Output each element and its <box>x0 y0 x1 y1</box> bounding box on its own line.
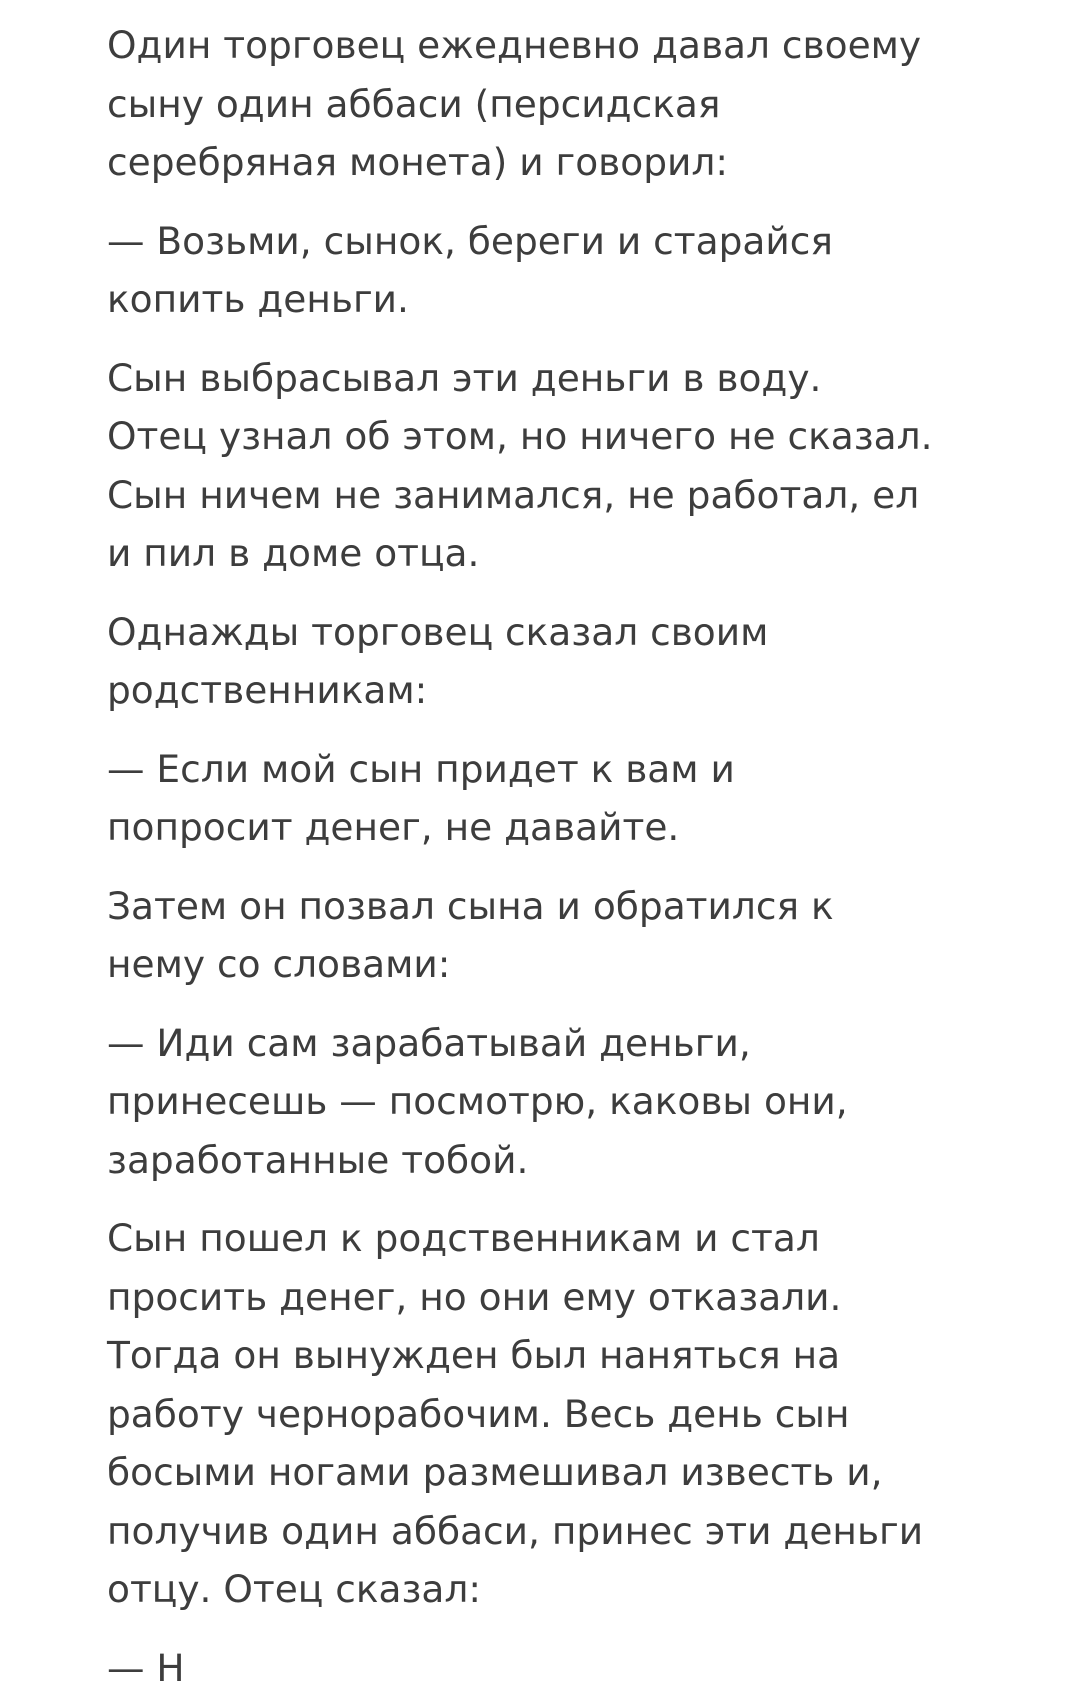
paragraph: Сын пошел к родственникам и стал просить денег, но они ему отказали. Тогда он вынужден был наняться на работу чернорабочим. Весь день сын босыми ногами размешивал известь и, получив один аббаси, принес эти деньги отцу. Отец сказал: <box>107 1209 1037 1619</box>
story-text <box>107 16 1037 1697</box>
paragraph: Однажды торговец сказал своим родственникам: <box>107 603 1037 720</box>
paragraph: Сын выбрасывал эти деньги в воду. Отец узнал об этом, но ничего не сказал. Сын ничем не занимался, не работал, ел и пил в доме отца. <box>107 349 1037 583</box>
paragraph: Один торговец ежедневно давал своему сыну один аббаси (персидская серебряная монета) и говорил: <box>107 16 1037 192</box>
paragraph: Затем он позвал сына и обратился к нему со словами: <box>107 877 1037 994</box>
paragraph: — Возьми, сынок, береги и старайся копить деньги. <box>107 212 1037 329</box>
paragraph: — Иди сам зарабатывай деньги, принесешь — посмотрю, каковы они, заработанные тобой. <box>107 1014 1037 1190</box>
paragraph: — Если мой сын придет к вам и попросит денег, не давайте. <box>107 740 1037 857</box>
paragraph-cut-off: — Н <box>107 1639 1037 1697</box>
